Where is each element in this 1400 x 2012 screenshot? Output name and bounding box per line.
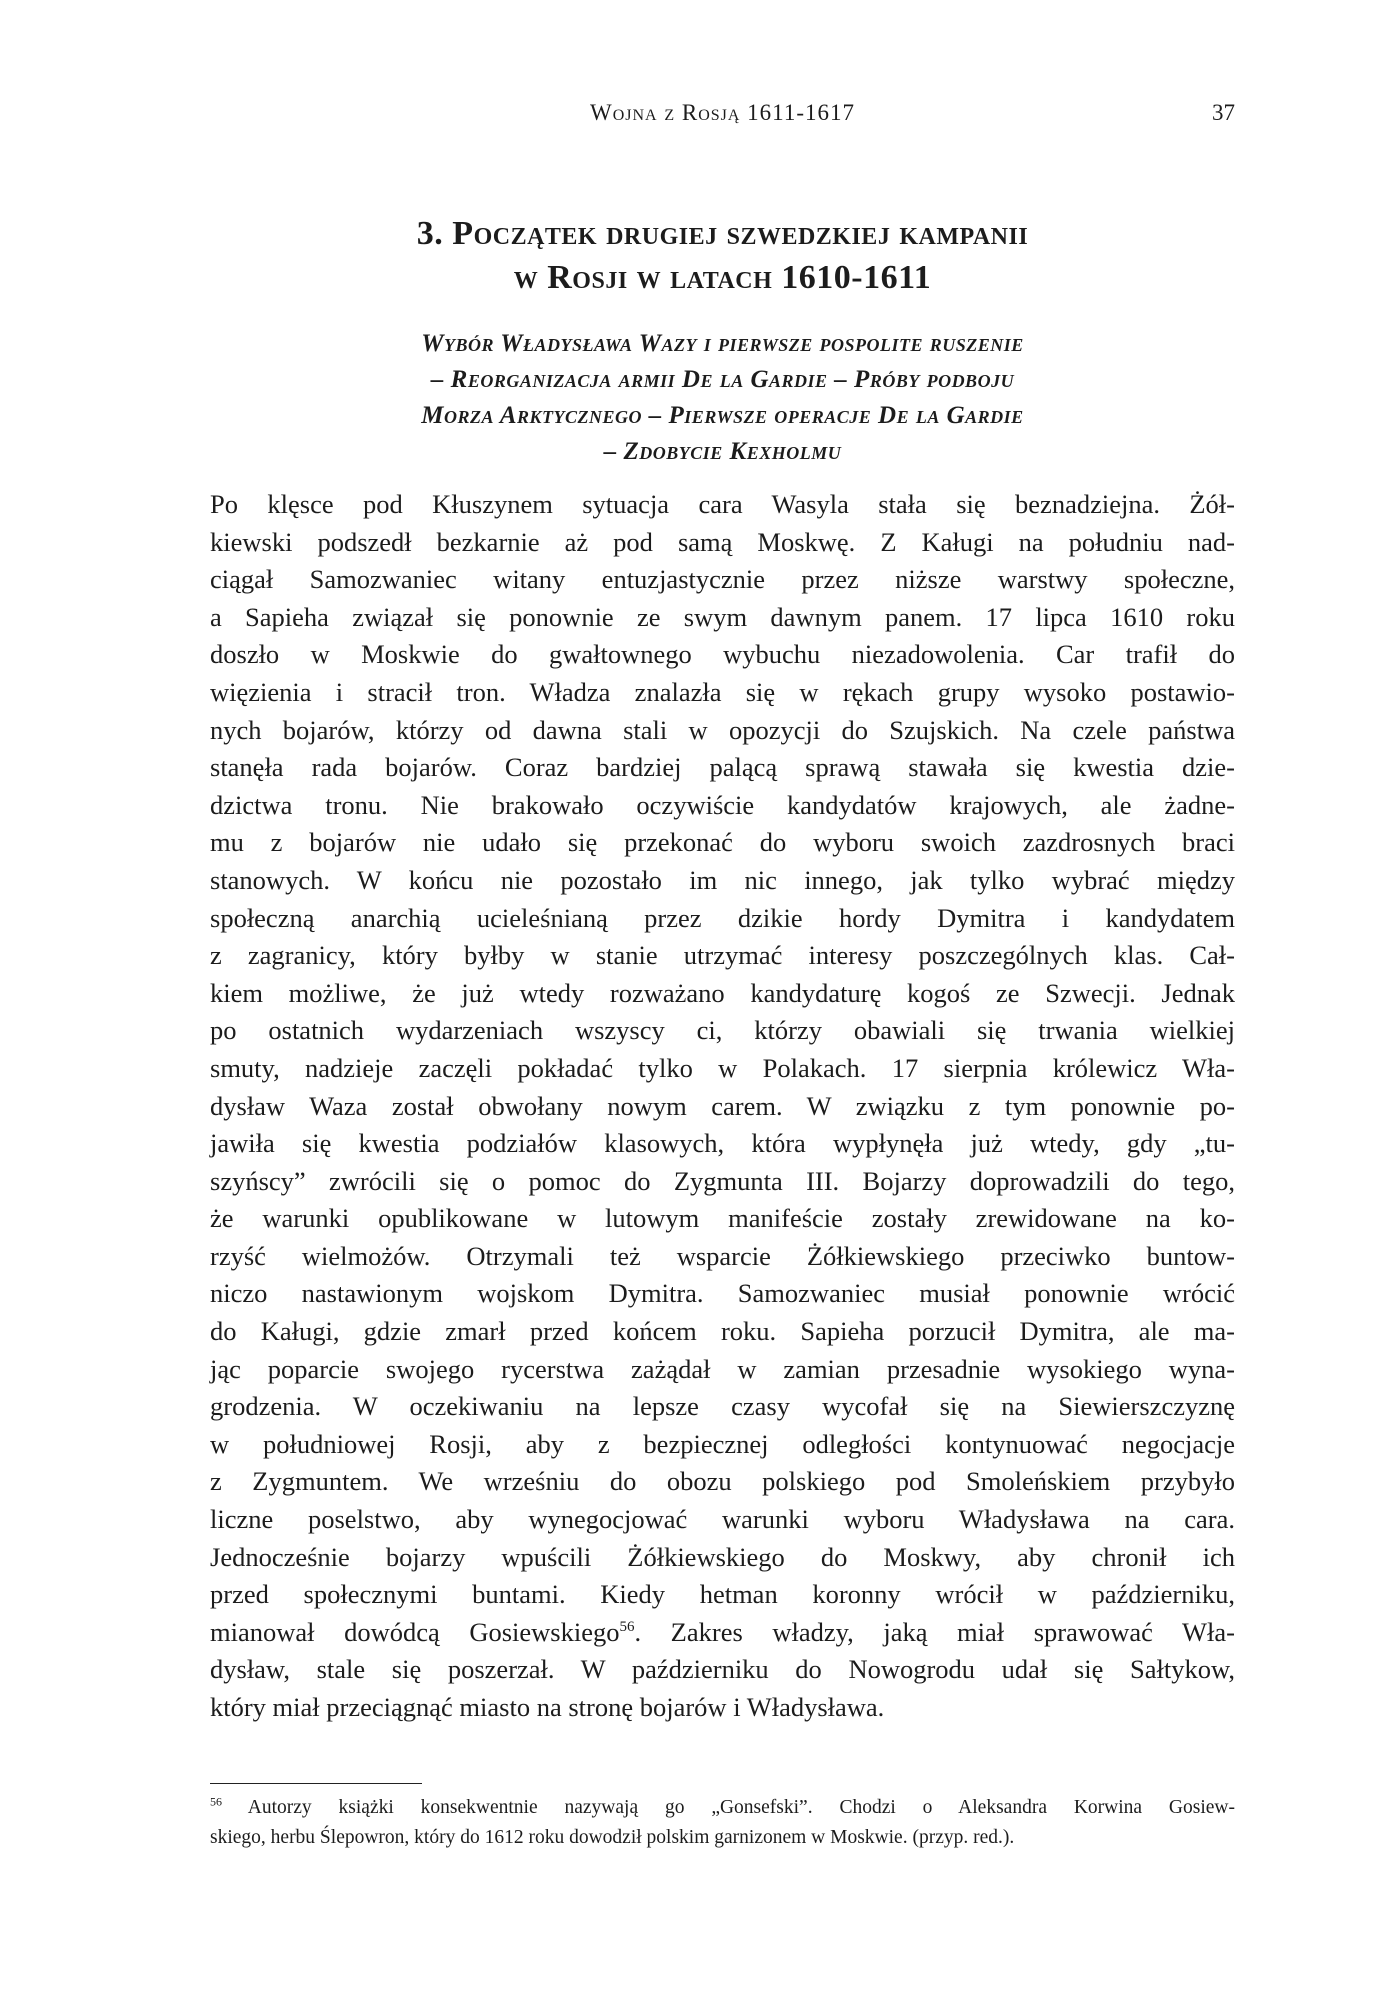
body-line: w południowej Rosji, aby z bezpiecznej odległości kontynuować negocjacje [210, 1428, 1235, 1459]
body-line: dzictwa tronu. Nie brakowało oczywiście kandydatów krajowych, ale żadne- [210, 789, 1235, 820]
body-line: Jednocześnie bojarzy wpuścili Żółkiewskiego do Moskwy, aby chronił ich [210, 1541, 1235, 1572]
footnote-separator [210, 1783, 422, 1784]
body-line: rzyść wielmożów. Otrzymali też wsparcie Żółkiewskiego przeciwko buntow- [210, 1240, 1235, 1271]
footnote-text: Autorzy książki konsekwentnie nazywają go „Gonsefski”. Chodzi o Aleksandra Korwina Gosiew- [222, 1797, 1235, 1818]
body-line: więzienia i stracił tron. Władza znalazła się w rękach grupy wysoko postawio- [210, 676, 1235, 707]
running-title: Wojna z Rosją 1611-1617 [589, 100, 855, 125]
body-line: jąc poparcie swojego rycerstwa zażądał w zamian przesadnie wysokiego wyna- [210, 1353, 1235, 1384]
body-line: społeczną anarchią ucieleśnianą przez dzikie hordy Dymitra i kandydatem [210, 902, 1235, 933]
body-line: smuty, nadzieje zaczęli pokładać tylko w Polakach. 17 sierpnia królewicz Wła- [210, 1052, 1235, 1083]
body-line: nych bojarów, którzy od dawna stali w opozycji do Szujskich. Na czele państwa [210, 714, 1235, 745]
chapter-synopsis [210, 326, 1235, 470]
body-line: kiem możliwe, że już wtedy rozważano kandydaturę kogoś ze Szwecji. Jednak [210, 977, 1235, 1008]
footnote-reference[interactable]: 56 [619, 1618, 635, 1635]
body-line: grodzenia. W oczekiwaniu na lepsze czasy wycofał się na Siewierszczyznę [210, 1391, 1235, 1422]
body-line: stanowych. W końcu nie pozostało im nic innego, jak tylko wybrać między [210, 864, 1235, 895]
body-line: jawiła się kwestia podziałów klasowych, która wypłynęła już wtedy, gdy „tu- [210, 1128, 1235, 1159]
body-line: że warunki opublikowane w lutowym manifeście zostały zrewidowane na ko- [210, 1203, 1235, 1234]
body-line: przed społecznymi buntami. Kiedy hetman koronny wrócił w październiku, [210, 1579, 1235, 1610]
body-line: do Kaługi, gdzie zmarł przed końcem roku. Sapieha porzucił Dymitra, ale ma- [210, 1316, 1235, 1347]
body-line: liczne poselstwo, aby wynegocjować warunki wyboru Władysława na cara. [210, 1504, 1235, 1535]
body-line: niczo nastawionym wojskom Dymitra. Samozwaniec musiał ponownie wrócić [210, 1278, 1235, 1309]
body-line-part: . Zakres władzy, jaką miał sprawować Wła- [634, 1616, 1235, 1647]
footnote-line [210, 1793, 1235, 1823]
chapter-title-line: 3. Początek drugiej szwedzkiej kampanii [416, 215, 1029, 252]
body-line: ciągał Samozwaniec witany entuzjastycznie przez niższe warstwy społeczne, [210, 564, 1235, 595]
synopsis-line: – Zdobycie Kexholmu [603, 438, 842, 465]
synopsis-line: Morza Arktycznego – Pierwsze operacje De la Gardie [421, 402, 1024, 429]
footnote-number: 56 [210, 1794, 222, 1809]
footnote-line: skiego, herbu Ślepowron, który do 1612 roku dowodził polskim garnizonem w Moskwie. (przyp. red.). [210, 1827, 1015, 1848]
body-line: mu z bojarów nie udało się przekonać do wyboru swoich zazdrosnych braci [210, 827, 1235, 858]
body-line: po ostatnich wydarzeniach wszyscy ci, którzy obawiali się trwania wielkiej [210, 1015, 1235, 1046]
synopsis-line: – Reorganizacja armii De la Gardie – Próby podboju [430, 366, 1015, 393]
body-line-part: mianował dowódcą Gosiewskiego [210, 1616, 620, 1647]
body-line: dysław Waza został obwołany nowym carem. W związku z tym ponownie po- [210, 1090, 1235, 1121]
synopsis-line: Wybór Władysława Wazy i pierwsze pospolite ruszenie [421, 330, 1024, 357]
body-line-with-footnote [210, 1614, 1235, 1652]
body-line: Po klęsce pod Kłuszynem sytuacja cara Wasyla stała się beznadziejna. Żół- [210, 489, 1235, 519]
body-paragraph [210, 486, 1235, 1727]
footnotes [210, 1793, 1235, 1853]
body-line: stanęła rada bojarów. Coraz bardziej palącą sprawą stawała się kwestia dzie- [210, 752, 1235, 783]
body-line: a Sapieha związał się ponownie ze swym dawnym panem. 17 lipca 1610 roku [210, 601, 1235, 632]
body-line: doszło w Moskwie do gwałtownego wybuchu niezadowolenia. Car trafił do [210, 639, 1235, 670]
body-line: dysław, stale się poszerzał. W październiku do Nowogrodu udał się Sałtykow, [210, 1654, 1235, 1685]
page-number: 37 [1212, 100, 1235, 125]
body-line: który miał przeciągnąć miasto na stronę bojarów i Władysława. [210, 1692, 885, 1722]
body-line: szyńscy” zwrócili się o pomoc do Zygmunta III. Bojarzy doprowadzili do tego, [210, 1165, 1235, 1196]
chapter-title-line: w Rosji w latach 1610-1611 [513, 259, 932, 296]
body-line: z zagranicy, który byłby w stanie utrzymać interesy poszczególnych klas. Cał- [210, 940, 1235, 971]
body-line: z Zygmuntem. We wrześniu do obozu polskiego pod Smoleńskiem przybyło [210, 1466, 1235, 1497]
body-line: kiewski podszedł bezkarnie aż pod samą Moskwę. Z Kaługi na południu nad- [210, 526, 1235, 557]
chapter-title [210, 212, 1235, 300]
running-header [210, 100, 1235, 140]
